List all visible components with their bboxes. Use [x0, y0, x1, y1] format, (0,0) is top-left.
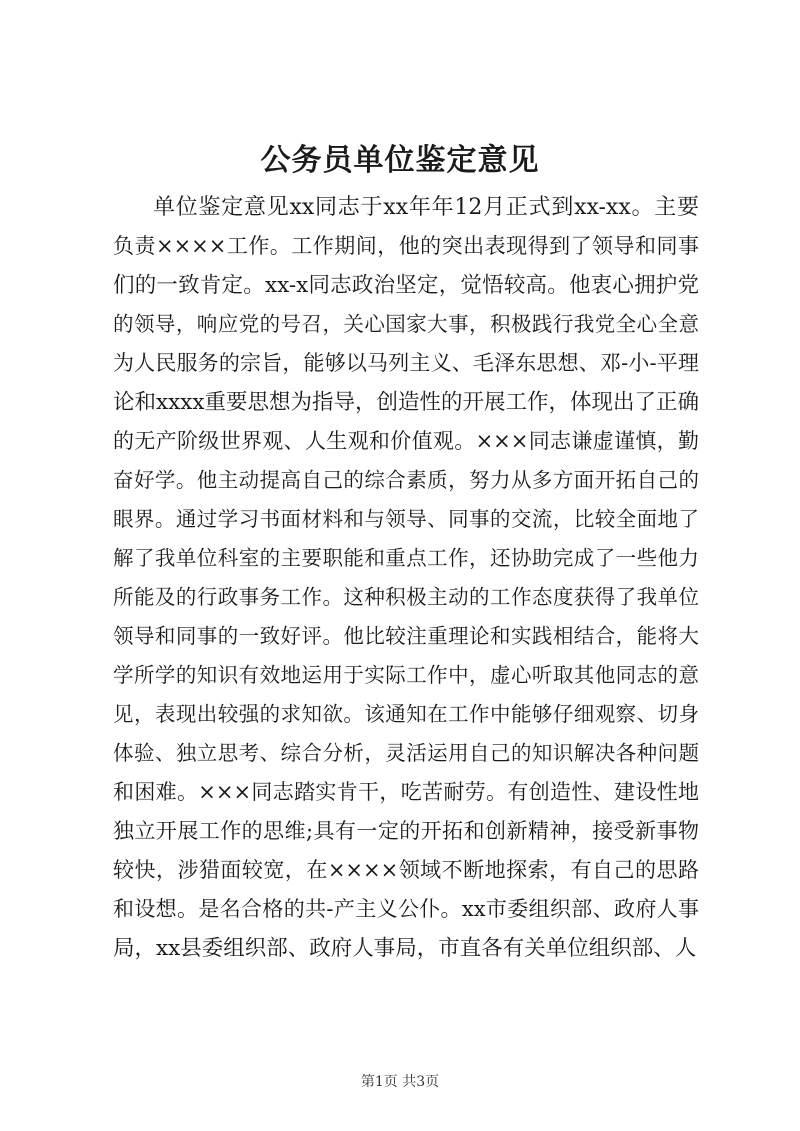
body-line: 体验、独立思考、综合分析，灵活运用自己的知识解决各种问题 [113, 741, 699, 765]
body-line: 局，xx县委组织部、政府人事局，市直各有关单位组织部、人 [113, 936, 697, 961]
body-line: 负责××××工作。工作期间，他的突出表现得到了领导和同事 [113, 234, 699, 258]
body-line: 和设想。是名合格的共-产主义公仆。xx市委组织部、政府人事 [113, 897, 699, 921]
body-line: 独立开展工作的思维;具有一定的开拓和创新精神，接受新事物 [113, 819, 699, 843]
body-line: 见，表现出较强的求知欲。该通知在工作中能够仔细观察、切身 [113, 702, 699, 726]
document-body [113, 188, 699, 968]
body-line: 们的一致肯定。xx-x同志政治坚定，觉悟较高。他衷心拥护党 [113, 273, 699, 298]
body-line: 为人民服务的宗旨，能够以马列主义、毛泽东思想、邓-小-平理 [113, 351, 699, 375]
body-line: 学所学的知识有效地运用于实际工作中，虚心听取其他同志的意 [113, 663, 699, 687]
body-line: 较快，涉猎面较宽，在××××领域不断地探索，有自己的思路 [113, 858, 699, 882]
body-line: 解了我单位科室的主要职能和重点工作，还协助完成了一些他力 [113, 546, 699, 570]
body-line: 领导和同事的一致好评。他比较注重理论和实践相结合，能将大 [113, 624, 699, 648]
body-line: 奋好学。他主动提高自己的综合素质，努力从多方面开拓自己的 [113, 468, 699, 492]
body-line: 的无产阶级世界观、人生观和价值观。×××同志谦虚谨慎，勤 [113, 429, 699, 453]
body-line: 和困难。×××同志踏实肯干，吃苦耐劳。有创造性、建设性地 [113, 780, 699, 804]
document-title: 公务员单位鉴定意见 [260, 143, 540, 178]
body-line: 的领导，响应党的号召，关心国家大事，积极践行我党全心全意 [113, 312, 699, 336]
page-number-footer: 第1页 共3页 [360, 1074, 440, 1090]
body-line: 眼界。通过学习书面材料和与领导、同事的交流，比较全面地了 [113, 507, 699, 531]
body-line: 单位鉴定意见xx同志于xx年年12月正式到xx-xx。主要 [153, 195, 699, 220]
body-line: 所能及的行政事务工作。这种积极主动的工作态度获得了我单位 [113, 585, 699, 609]
body-line: 论和xxxx重要思想为指导，创造性的开展工作，体现出了正确 [113, 390, 699, 415]
